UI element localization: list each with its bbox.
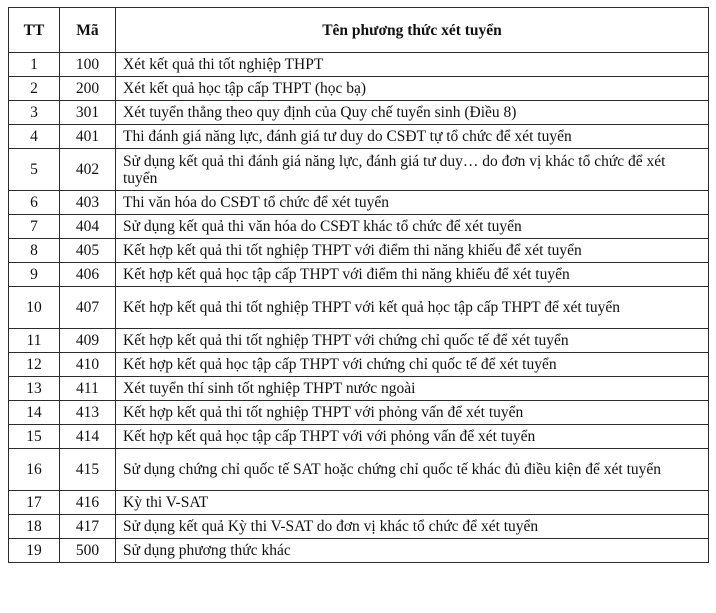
row-number: 3 <box>9 101 60 125</box>
method-name: Kết hợp kết quả thi tốt nghiệp THPT với kết quả học tập cấp THPT để xét tuyển <box>116 287 709 329</box>
row-number: 17 <box>9 491 60 515</box>
method-name: Kết hợp kết quả học tập cấp THPT với với phỏng vấn để xét tuyển <box>116 425 709 449</box>
row-number: 16 <box>9 449 60 491</box>
method-name: Xét tuyển thẳng theo quy định của Quy chế tuyển sinh (Điều 8) <box>116 101 709 125</box>
table-row <box>9 353 709 377</box>
table-row <box>9 53 709 77</box>
header-method-name: Tên phương thức xét tuyển <box>116 8 709 53</box>
row-number: 7 <box>9 215 60 239</box>
row-number: 13 <box>9 377 60 401</box>
method-name: Sử dụng chứng chỉ quốc tế SAT hoặc chứng chỉ quốc tế khác đủ điều kiện để xét tuyển <box>116 449 709 491</box>
table-row <box>9 329 709 353</box>
method-name: Xét kết quả thi tốt nghiệp THPT <box>116 53 709 77</box>
method-code: 401 <box>60 125 116 149</box>
table-row <box>9 191 709 215</box>
method-name: Thi đánh giá năng lực, đánh giá tư duy do CSĐT tự tổ chức để xét tuyển <box>116 125 709 149</box>
method-code: 403 <box>60 191 116 215</box>
method-code: 413 <box>60 401 116 425</box>
row-number: 2 <box>9 77 60 101</box>
row-number: 9 <box>9 263 60 287</box>
method-name: Kết hợp kết quả học tập cấp THPT với điểm thi năng khiếu để xét tuyển <box>116 263 709 287</box>
row-number: 5 <box>9 149 60 191</box>
table-header <box>9 8 709 53</box>
method-name: Xét tuyển thí sinh tốt nghiệp THPT nước ngoài <box>116 377 709 401</box>
method-code: 410 <box>60 353 116 377</box>
table-body <box>9 53 709 563</box>
method-name: Sử dụng kết quả thi văn hóa do CSĐT khác tổ chức để xét tuyển <box>116 215 709 239</box>
method-name: Kết hợp kết quả thi tốt nghiệp THPT với chứng chỉ quốc tế để xét tuyển <box>116 329 709 353</box>
row-number: 12 <box>9 353 60 377</box>
method-name: Sử dụng kết quả Kỳ thi V-SAT do đơn vị khác tổ chức để xét tuyển <box>116 515 709 539</box>
method-name: Sử dụng kết quả thi đánh giá năng lực, đánh giá tư duy… do đơn vị khác tổ chức để xét tuyển <box>116 149 709 191</box>
table-row <box>9 125 709 149</box>
row-number: 6 <box>9 191 60 215</box>
method-name: Kỳ thi V-SAT <box>116 491 709 515</box>
row-number: 11 <box>9 329 60 353</box>
row-number: 8 <box>9 239 60 263</box>
method-code: 301 <box>60 101 116 125</box>
method-name: Kết hợp kết quả thi tốt nghiệp THPT với điểm thi năng khiếu để xét tuyển <box>116 239 709 263</box>
row-number: 18 <box>9 515 60 539</box>
method-name: Xét kết quả học tập cấp THPT (học bạ) <box>116 77 709 101</box>
method-code: 500 <box>60 539 116 563</box>
method-code: 405 <box>60 239 116 263</box>
method-name: Kết hợp kết quả thi tốt nghiệp THPT với phỏng vấn để xét tuyển <box>116 401 709 425</box>
method-code: 406 <box>60 263 116 287</box>
method-code: 409 <box>60 329 116 353</box>
header-tt: TT <box>9 8 60 53</box>
method-name: Sử dụng phương thức khác <box>116 539 709 563</box>
header-ma: Mã <box>60 8 116 53</box>
method-name: Thi văn hóa do CSĐT tổ chức để xét tuyển <box>116 191 709 215</box>
row-number: 1 <box>9 53 60 77</box>
header-row <box>9 8 709 53</box>
row-number: 10 <box>9 287 60 329</box>
table-row <box>9 515 709 539</box>
method-code: 200 <box>60 77 116 101</box>
row-number: 15 <box>9 425 60 449</box>
method-code: 417 <box>60 515 116 539</box>
table-row <box>9 149 709 191</box>
method-code: 415 <box>60 449 116 491</box>
method-code: 404 <box>60 215 116 239</box>
table-row <box>9 401 709 425</box>
method-code: 416 <box>60 491 116 515</box>
row-number: 14 <box>9 401 60 425</box>
method-code: 402 <box>60 149 116 191</box>
row-number: 4 <box>9 125 60 149</box>
method-code: 407 <box>60 287 116 329</box>
row-number: 19 <box>9 539 60 563</box>
table-row <box>9 215 709 239</box>
table-row <box>9 239 709 263</box>
method-code: 414 <box>60 425 116 449</box>
table-row <box>9 425 709 449</box>
table-row <box>9 287 709 329</box>
table-row <box>9 377 709 401</box>
method-name: Kết hợp kết quả học tập cấp THPT với chứng chỉ quốc tế để xét tuyển <box>116 353 709 377</box>
table-row <box>9 449 709 491</box>
method-code: 411 <box>60 377 116 401</box>
method-code: 100 <box>60 53 116 77</box>
table-row <box>9 263 709 287</box>
admission-methods-table <box>8 7 709 563</box>
table-row <box>9 491 709 515</box>
table-row <box>9 539 709 563</box>
table-row <box>9 101 709 125</box>
table-row <box>9 77 709 101</box>
